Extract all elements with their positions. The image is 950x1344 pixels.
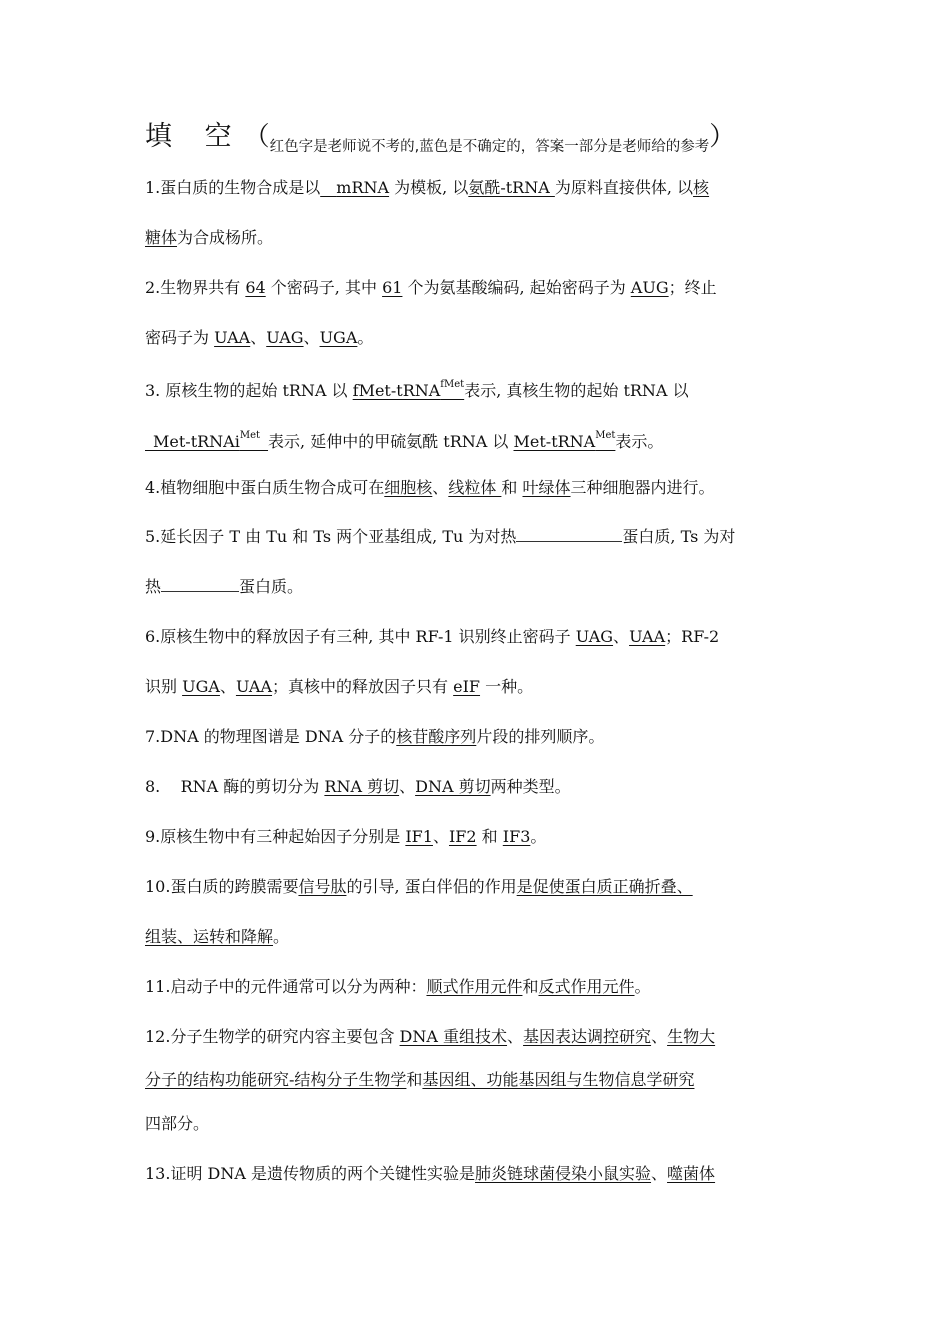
q3-line1 (145, 379, 815, 403)
empty-blank (516, 527, 622, 542)
text: 6.原核生物中的释放因子有三种, 其中 RF-1 识别终止密码子 (145, 627, 576, 646)
q12-line1 (145, 1025, 815, 1049)
q1-line1 (145, 176, 815, 200)
text: 、 (432, 827, 449, 846)
answer: IF1 (405, 827, 433, 846)
answer: 叶绿体 (522, 478, 571, 497)
answer: UAG (266, 328, 304, 347)
text: 13.证明 DNA 是遗传物质的两个关键性实验是 (145, 1164, 476, 1183)
text: 7.DNA 的物理图谱是 DNA 分子的 (145, 727, 397, 746)
text: 热 (145, 577, 162, 596)
text: 3. 原核生物的起始 tRNA 以 (145, 381, 353, 400)
q12-line3 (145, 1112, 815, 1136)
text: 表示。 (615, 432, 664, 451)
answer: 线粒体 (448, 478, 502, 497)
text: 、 (250, 328, 267, 347)
text: 蛋白质, Ts 为对 (622, 527, 736, 546)
q13-line1 (145, 1162, 815, 1186)
text: 4.植物细胞中蛋白质生物合成可在 (145, 478, 385, 497)
answer: UGA (319, 328, 358, 347)
answer-text: _ (260, 432, 269, 451)
text: 为模板, 以 (389, 178, 469, 197)
answer: 细胞核 (384, 478, 433, 497)
text: 、 (399, 777, 416, 796)
answer: 64 (245, 278, 266, 297)
q5-line1 (145, 525, 815, 549)
q10-line2 (145, 925, 815, 949)
answer: IF3 (502, 827, 531, 846)
text: 、 (507, 1027, 524, 1046)
text: 个密码子, 其中 (265, 278, 383, 297)
text: ；真核中的释放因子只有 (272, 677, 454, 696)
answer: mRNA (336, 178, 390, 197)
text: 1.蛋白质的生物合成是以 (145, 178, 321, 197)
answer (145, 432, 268, 451)
answer (514, 432, 616, 451)
q2-line1 (145, 276, 815, 300)
answer: UAA (629, 627, 666, 646)
q1-line2 (145, 226, 815, 250)
q6-line1 (145, 625, 815, 649)
answer-blank: __ (320, 178, 337, 197)
text: 、 (651, 1164, 668, 1183)
q4-line1 (145, 476, 815, 500)
q2-line2 (145, 326, 815, 350)
text: 的引导, 蛋白伴侣的作用 (346, 877, 517, 896)
text: 、 (432, 478, 449, 497)
answer: 是促使蛋白质正确折叠、 (516, 877, 693, 896)
text: ；终止 (668, 278, 717, 297)
answer: 噬菌体 (667, 1164, 716, 1183)
answer: 顺式作用元件 (426, 977, 523, 996)
text: 9.原核生物中有三种起始因子分别是 (145, 827, 406, 846)
text: 2.生物界共有 (145, 278, 246, 297)
text: 。 (357, 328, 374, 347)
answer: 肺炎链球菌侵染小鼠实验 (475, 1164, 652, 1183)
superscript: fMet (440, 379, 465, 390)
answer: UAA (235, 677, 273, 696)
text: 。 (273, 927, 290, 946)
text: 。 (530, 827, 547, 846)
q5-line2 (145, 575, 815, 599)
q7-line1 (145, 725, 815, 749)
text: 和 (406, 1070, 423, 1089)
q12-line2 (145, 1068, 815, 1092)
text: 、 (303, 328, 320, 347)
answer: AUG (630, 278, 669, 297)
q3-line2 (145, 430, 815, 454)
text: 12.分子生物学的研究内容主要包含 (145, 1027, 400, 1046)
empty-blank (161, 577, 239, 592)
q6-line2 (145, 675, 815, 699)
answer: 核 (693, 178, 710, 197)
text: 一种。 (480, 677, 534, 696)
text: 蛋白质。 (239, 577, 304, 596)
answer-text: fMet-tRNA (352, 381, 441, 400)
text: 识别 (145, 677, 183, 696)
title-row (145, 114, 735, 153)
answer: IF2 (448, 827, 477, 846)
answer-text: Met-tRNA (513, 432, 596, 451)
answer: 生物大 (667, 1027, 716, 1046)
answer: 61 (382, 278, 403, 297)
q8-line1 (145, 775, 815, 799)
text: 三种细胞器内进行。 (570, 478, 715, 497)
text: 为原料直接供体, 以 (554, 178, 694, 197)
answer: 基因组、功能基因组与生物信息学研究 (422, 1070, 695, 1089)
answer: 反式作用元件 (538, 977, 635, 996)
paren-open: （ (243, 122, 270, 152)
text: 和 (501, 478, 523, 497)
paren-close: ） (709, 122, 736, 152)
text: 10.蛋白质的跨膜需要 (145, 877, 299, 896)
superscript: Met (595, 430, 616, 441)
q10-line1 (145, 875, 815, 899)
text: 两种类型。 (490, 777, 571, 796)
answer: 核苷酸序列 (396, 727, 477, 746)
text: 11.启动子中的元件通常可以分为两种： (145, 977, 427, 996)
text: ；RF-2 (665, 627, 720, 646)
answer: UAA (214, 328, 251, 347)
text: 8. RNA 酶的剪切分为 (145, 777, 325, 796)
text: 。 (634, 977, 651, 996)
text: 5.延长因子 T 由 Tu 和 Ts 两个亚基组成, Tu 为对热 (145, 527, 517, 546)
answer: 组装、运转和降解 (145, 927, 274, 946)
answer: UAG (575, 627, 614, 646)
text: 密码子为 (145, 328, 215, 347)
text: 、 (219, 677, 236, 696)
answer-text: _Met-tRNAi (145, 432, 240, 451)
answer: 信号肽 (298, 877, 347, 896)
answer: 分子的结构功能研究-结构分子生物学 (145, 1070, 407, 1089)
answer: DNA 剪切 (415, 777, 491, 796)
text: 个为氨基酸编码, 起始密码子为 (402, 278, 631, 297)
q9-line1 (145, 825, 815, 849)
answer: 糖体 (145, 228, 178, 247)
text: 和 (522, 977, 539, 996)
text: 、 (651, 1027, 668, 1046)
text: 表示, 延伸中的甲硫氨酰 tRNA 以 (268, 432, 514, 451)
answer: DNA 重组技术 (399, 1027, 508, 1046)
text: 和 (476, 827, 503, 846)
text: 、 (613, 627, 630, 646)
page-title: 填 空 (145, 121, 244, 152)
text: 为合成杨所。 (177, 228, 274, 247)
q11-line1 (145, 975, 815, 999)
superscript: Met (239, 430, 261, 441)
answer: UGA (182, 677, 220, 696)
answer: RNA 剪切 (324, 777, 400, 796)
answer: 基因表达调控研究 (523, 1027, 652, 1046)
answer: 氨酰-tRNA (468, 178, 555, 197)
answer: eIF (453, 677, 481, 696)
answer (353, 381, 465, 400)
title-note: 红色字是老师说不考的,蓝色是不确定的，答案一部分是老师给的参考 (269, 139, 710, 155)
text: 片段的排列顺序。 (476, 727, 605, 746)
text: 表示, 真核生物的起始 tRNA 以 (464, 381, 689, 400)
text: 四部分。 (145, 1114, 210, 1133)
